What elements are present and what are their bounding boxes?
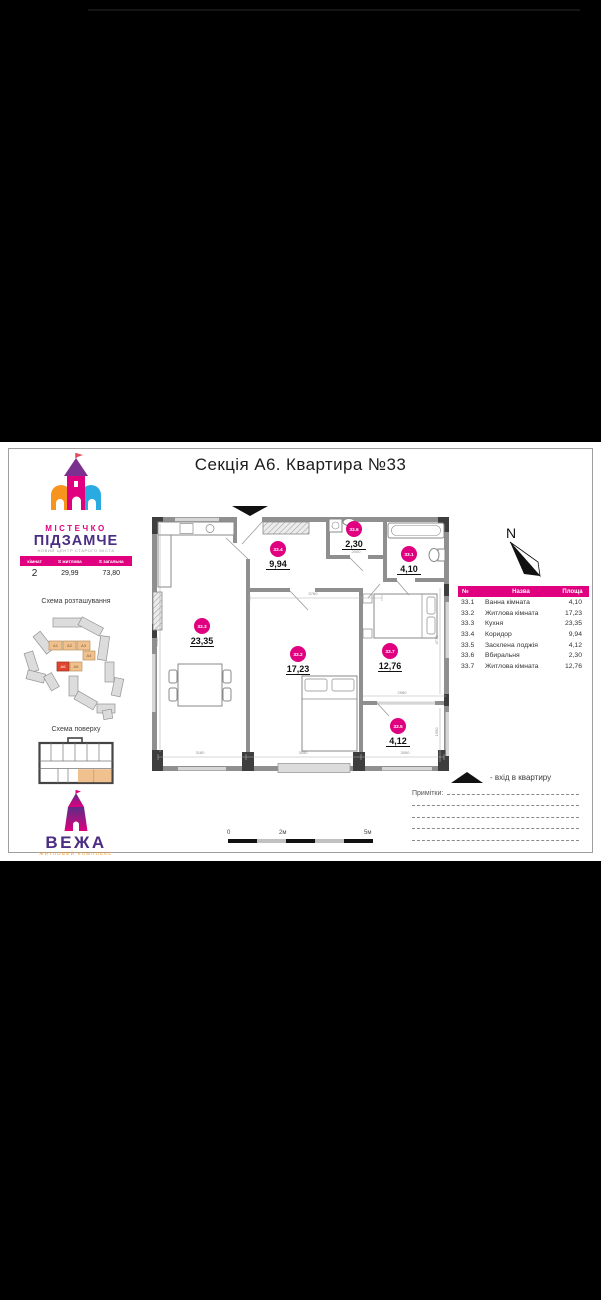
room-label [378, 643, 402, 672]
brand-tagline: НОВИЙ ЦЕНТР СТАРОГО МІСТА [37, 548, 115, 553]
svg-text:33.7: 33.7 [385, 649, 395, 655]
svg-text:2000: 2000 [351, 549, 361, 554]
entry-arrow-icon [232, 506, 268, 516]
table-row: 33.3 Кухня 23,35 [461, 620, 582, 628]
entry-legend [450, 771, 551, 784]
stats-header [20, 556, 132, 566]
svg-text:33.6: 33.6 [349, 527, 359, 533]
svg-text:5760: 5760 [308, 591, 318, 596]
svg-text:3180: 3180 [195, 750, 205, 755]
sidebar [16, 452, 136, 856]
svg-text:2,30: 2,30 [345, 539, 363, 549]
scale-bar [228, 830, 378, 850]
svg-text:А2: А2 [67, 643, 72, 649]
toilet [429, 549, 439, 562]
brand-mistechko: МІСТЕЧКО [45, 524, 107, 533]
scale-two: 2м [279, 830, 287, 836]
svg-text:А3: А3 [81, 643, 86, 649]
entry-legend-text: - вхід в квартиру [490, 773, 552, 782]
location-scheme-label: Схема розташування [41, 598, 111, 605]
svg-text:33.2: 33.2 [293, 652, 303, 658]
svg-text:А5: А5 [73, 664, 79, 670]
svg-text:33.4: 33.4 [273, 547, 283, 553]
svg-text:4770: 4770 [434, 635, 439, 645]
table-row: 33.7 Житлова кімната 12,76 [461, 662, 582, 670]
room-label [386, 718, 410, 747]
svg-text:4,10: 4,10 [400, 564, 418, 574]
svg-text:23,35: 23,35 [190, 636, 214, 646]
table-row: 33.6 Вбиральня 2,30 [461, 652, 582, 660]
svg-text:1550: 1550 [434, 727, 439, 737]
table-row: 33.1 Ванна кімната 4,10 [461, 598, 582, 606]
svg-text:6640: 6640 [154, 637, 159, 647]
pidzamche-castle-logo-icon [31, 452, 121, 522]
notes-label: Примітки: [412, 789, 444, 797]
brand-vezha: ВЕЖА [45, 833, 107, 852]
stats-header-cell: S житлова [58, 558, 82, 564]
stove [180, 524, 193, 534]
floorplan-drawing [150, 504, 452, 789]
room-label [266, 541, 290, 570]
stats-value-cell: 29,99 [61, 570, 79, 577]
top-hairline [88, 9, 580, 11]
dining-table [178, 664, 222, 706]
svg-text:33.5: 33.5 [393, 724, 403, 730]
room-label [190, 618, 214, 647]
wardrobe [263, 522, 309, 534]
apartment-stats-table [20, 556, 132, 581]
svg-text:9,94: 9,94 [269, 559, 287, 569]
svg-text:3050: 3050 [298, 750, 308, 755]
stats-header-cell: кімнат [27, 558, 42, 564]
svg-text:17,23: 17,23 [286, 664, 310, 674]
location-scheme-map [17, 608, 135, 720]
north-arrow-icon [494, 522, 554, 584]
page-title: Секція А6. Квартира №33 [194, 455, 407, 474]
room-table-header: № Назва Площа [458, 586, 589, 597]
stats-value-cell: 2 [31, 568, 38, 579]
table-row: 33.4 Коридор 9,94 [461, 630, 582, 638]
notes-block [412, 785, 579, 843]
shaft [153, 592, 162, 630]
svg-text:4,12: 4,12 [389, 736, 407, 746]
stats-value-cell: 73,80 [102, 570, 121, 577]
room-area-table [458, 586, 589, 672]
table-row: 33.2 Житлова кімната 17,23 [461, 609, 582, 617]
vezha-tagline: ЖИТЛОВИЙ КОМПЛЕКС [39, 851, 113, 856]
svg-text:33.1: 33.1 [404, 552, 414, 558]
kitchen-sink [206, 525, 214, 533]
floor-scheme-label: Схема поверху [51, 726, 101, 733]
svg-text:А1: А1 [53, 643, 58, 649]
floor-scheme-map [38, 735, 114, 787]
scale-zero: 0 [227, 830, 231, 836]
room-label [397, 546, 421, 575]
table-row: 33.5 Засклена лоджія 4,12 [461, 641, 582, 649]
kitchen-counter [158, 522, 234, 535]
vezha-tower-logo-icon [53, 790, 99, 834]
stats-values [20, 566, 132, 581]
floorplan-sheet [0, 442, 601, 861]
svg-text:2980: 2980 [397, 690, 407, 695]
scale-five: 5м [364, 830, 372, 836]
svg-text:33.3: 33.3 [197, 624, 207, 630]
svg-text:А4: А4 [86, 653, 92, 659]
entry-legend-arrow-icon [450, 771, 484, 784]
svg-text:А6: А6 [60, 664, 66, 670]
brand-pidzamche: ПІДЗАМЧЕ [33, 533, 119, 549]
room-label [286, 646, 310, 675]
north-label: N [506, 525, 517, 541]
svg-text:3050: 3050 [400, 750, 410, 755]
svg-text:12,76: 12,76 [378, 661, 402, 671]
stats-header-cell: S загальна [98, 558, 124, 564]
